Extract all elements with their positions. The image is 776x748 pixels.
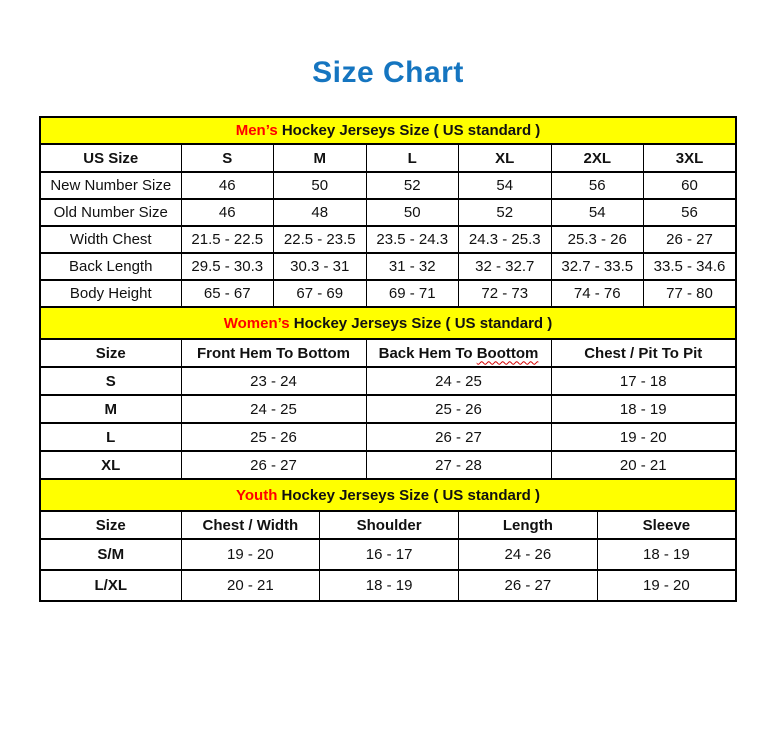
size-cell: 17 - 18: [551, 367, 736, 395]
mens-heading-accent: Men’s: [235, 122, 278, 139]
mens-heading-rest: Hockey Jerseys Size ( US standard ): [277, 122, 541, 139]
table-row: [40, 539, 736, 570]
size-cell: 19 - 20: [551, 423, 736, 451]
size-cell: 46: [181, 199, 274, 226]
youth-section-heading-row: [40, 479, 736, 511]
size-cell: 24.3 - 25.3: [459, 226, 552, 253]
row-label: New Number Size: [40, 172, 181, 199]
table-row: [40, 395, 736, 423]
womens-section-heading: [40, 307, 736, 339]
table-row: [40, 367, 736, 395]
size-cell: 72 - 73: [459, 280, 552, 307]
size-cell: 25 - 26: [366, 395, 551, 423]
size-cell: 21.5 - 22.5: [181, 226, 274, 253]
size-cell: 56: [644, 199, 737, 226]
size-cell: 18 - 19: [551, 395, 736, 423]
size-cell: 24 - 25: [181, 395, 366, 423]
size-cell: 23.5 - 24.3: [366, 226, 459, 253]
size-cell: 52: [459, 199, 552, 226]
column-header-chest-pit: Chest / Pit To Pit: [551, 339, 736, 367]
size-cell: 60: [644, 172, 737, 199]
womens-section-heading-row: [40, 307, 736, 339]
size-cell: 50: [366, 199, 459, 226]
womens-heading-accent: Women’s: [223, 314, 290, 332]
row-label: Body Height: [40, 280, 181, 307]
youth-heading-rest: Hockey Jerseys Size ( US standard ): [277, 486, 540, 504]
table-row: [40, 280, 736, 307]
size-cell: 24 - 26: [459, 539, 598, 570]
size-cell: 22.5 - 23.5: [274, 226, 367, 253]
youth-heading-accent: Youth: [236, 486, 278, 504]
mens-section-heading-row: [40, 117, 736, 144]
column-header-size: Size: [40, 339, 181, 367]
row-label: Back Length: [40, 253, 181, 280]
size-cell: 27 - 28: [366, 451, 551, 479]
size-cell: 33.5 - 34.6: [644, 253, 737, 280]
size-cell: 32 - 32.7: [459, 253, 552, 280]
column-header-sleeve: Sleeve: [597, 511, 736, 539]
page-title: Size Chart: [312, 56, 464, 89]
size-cell: 56: [551, 172, 644, 199]
size-cell: 23 - 24: [181, 367, 366, 395]
table-row: [40, 199, 736, 226]
column-header-s: S: [181, 144, 274, 172]
column-header-xl: XL: [459, 144, 552, 172]
row-label: S/M: [40, 539, 181, 570]
column-header-2xl: 2XL: [551, 144, 644, 172]
size-cell: 26 - 27: [644, 226, 737, 253]
size-cell: 16 - 17: [320, 539, 459, 570]
size-cell: 29.5 - 30.3: [181, 253, 274, 280]
column-header-length: Length: [459, 511, 598, 539]
size-cell: 74 - 76: [551, 280, 644, 307]
size-cell: 25.3 - 26: [551, 226, 644, 253]
womens-column-header-row: [40, 339, 736, 367]
column-header-front-hem: Front Hem To Bottom: [181, 339, 366, 367]
mens-column-header-row: [40, 144, 736, 172]
size-cell: 26 - 27: [366, 423, 551, 451]
row-label: S: [40, 367, 181, 395]
mens-size-table: [39, 116, 737, 308]
size-cell: 30.3 - 31: [274, 253, 367, 280]
table-row: [40, 423, 736, 451]
row-label: Old Number Size: [40, 199, 181, 226]
table-row: [40, 570, 736, 601]
column-header-size: Size: [40, 511, 181, 539]
size-cell: 52: [366, 172, 459, 199]
column-header-l: L: [366, 144, 459, 172]
size-cell: 19 - 20: [597, 570, 736, 601]
size-cell: 31 - 32: [366, 253, 459, 280]
mens-section-heading: [40, 117, 736, 144]
size-cell: 25 - 26: [181, 423, 366, 451]
table-row: [40, 253, 736, 280]
size-chart: [39, 116, 737, 602]
size-cell: 20 - 21: [551, 451, 736, 479]
youth-column-header-row: [40, 511, 736, 539]
size-cell: 69 - 71: [366, 280, 459, 307]
size-cell: 26 - 27: [459, 570, 598, 601]
row-label: L/XL: [40, 570, 181, 601]
womens-heading-rest: Hockey Jerseys Size ( US standard ): [289, 314, 553, 332]
column-header-back-hem: [366, 339, 551, 367]
table-row: [40, 172, 736, 199]
column-header-us-size: US Size: [40, 144, 181, 172]
table-row: [40, 451, 736, 479]
size-cell: 48: [274, 199, 367, 226]
row-label: XL: [40, 451, 181, 479]
column-header-shoulder: Shoulder: [320, 511, 459, 539]
size-cell: 19 - 20: [181, 539, 320, 570]
row-label: M: [40, 395, 181, 423]
size-cell: 54: [459, 172, 552, 199]
back-hem-misspelled-word: Boottom: [476, 344, 539, 362]
size-cell: 26 - 27: [181, 451, 366, 479]
row-label: L: [40, 423, 181, 451]
size-cell: 46: [181, 172, 274, 199]
row-label: Width Chest: [40, 226, 181, 253]
back-hem-text: Back Hem To: [378, 344, 477, 362]
size-cell: 50: [274, 172, 367, 199]
size-cell: 18 - 19: [320, 570, 459, 601]
column-header-chest-width: Chest / Width: [181, 511, 320, 539]
size-cell: 18 - 19: [597, 539, 736, 570]
womens-size-table: [39, 306, 737, 480]
youth-section-heading: [40, 479, 736, 511]
size-cell: 67 - 69: [274, 280, 367, 307]
size-cell: 24 - 25: [366, 367, 551, 395]
size-cell: 20 - 21: [181, 570, 320, 601]
size-cell: 32.7 - 33.5: [551, 253, 644, 280]
column-header-m: M: [274, 144, 367, 172]
size-cell: 54: [551, 199, 644, 226]
youth-size-table: [39, 478, 737, 602]
size-cell: 77 - 80: [644, 280, 737, 307]
table-row: [40, 226, 736, 253]
size-cell: 65 - 67: [181, 280, 274, 307]
column-header-3xl: 3XL: [644, 144, 737, 172]
